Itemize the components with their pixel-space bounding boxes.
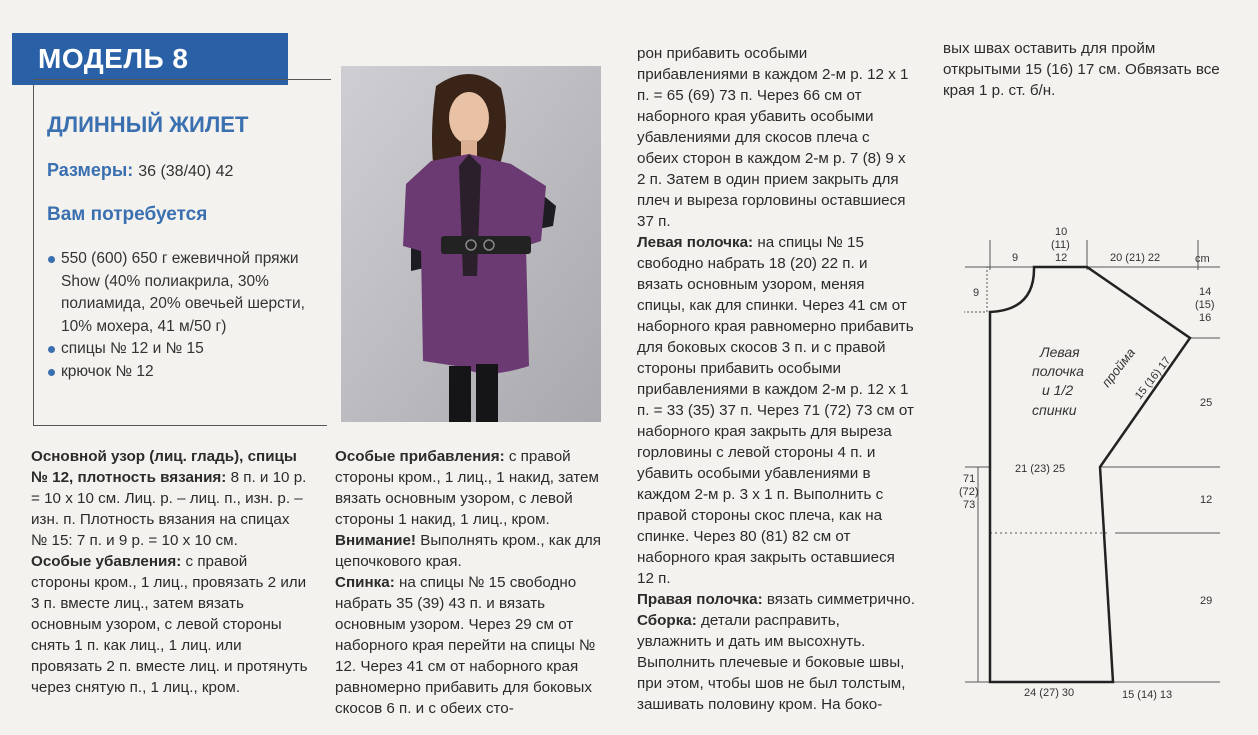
paragraph [335, 530, 611, 572]
paragraph-heading: Левая полочка: [637, 234, 754, 251]
piece-label-4: спинки [1032, 402, 1077, 418]
piece-label-2: полочка [1032, 363, 1084, 379]
header-rule [33, 79, 331, 80]
paragraph-heading: Основной узор (лиц. гладь), спицы № 12, плотность вязания: [31, 448, 297, 486]
list-item: 550 (600) 650 г ежевичной пряжи Show (40% полиакрила, 30% полиамида, 20% овечьей шерсти, 10% мохера, 41 м/50 г) [48, 248, 318, 338]
paragraph-heading: Особые прибавления: [335, 448, 505, 465]
armhole-size-label: 15 (16) 17 [1132, 354, 1174, 402]
paragraph-heading: Сборка: [637, 612, 697, 629]
paragraph-text: вязать симметрично. [762, 591, 915, 608]
paragraph [31, 551, 308, 698]
paragraph-heading: Правая полочка: [637, 591, 763, 608]
armhole-label: пройма [1098, 345, 1139, 390]
paragraph-text: 8 п. и 10 р. = 10 х 10 см. Лиц. р. – лиц. п., изн. р. – изн. п. Плотность вязания на спицах № 15: 7 п. и 9 р. = 10 х 10 см. [31, 469, 307, 549]
sizes-value: 36 (38/40) 42 [138, 163, 234, 180]
paragraph-text: на спицы № 15 свободно набрать 35 (39) 43 п. и вязать основным узором. Через 29 см от наборного края перейти на спицы № 12. Через 41 см от наборного края равномерно прибавить для боковых скосов 6 п. и с обеих сто- [335, 574, 596, 717]
paragraph [637, 610, 915, 715]
piece-label-3: и 1/2 [1042, 382, 1074, 398]
box-bottom-rule [33, 425, 327, 426]
chest-width-label: 21 (23) 25 [1015, 463, 1066, 475]
bottom-width-label: 24 (27) 30 [1024, 687, 1075, 699]
paragraph-text: детали расправить, увлажнить и дать им высохнуть. Выполнить плечевые и боковые швы, при этом, чтобы шов не был толстым, зашивать половину кром. На боко- [637, 612, 906, 713]
model-badge: МОДЕЛЬ 8 [12, 33, 288, 85]
shoulder-width-label: 20 (21) 22 [1110, 252, 1161, 264]
text-column-3 [637, 43, 915, 715]
paragraph-text: с правой стороны кром., 1 лиц., провязать 2 или 3 п. вместе лиц., затем вязать основным узором, с левой стороны снять 1 п. как лиц., 1 лиц. или провязать 2 п. вместе лиц. и протянуть через снятую п., 1 лиц., кром. [31, 553, 308, 696]
shoulder-slope-label-2: (15) [1195, 299, 1215, 311]
unit-label: cm [1195, 253, 1210, 265]
text-column-4 [943, 38, 1223, 101]
paragraph [335, 572, 611, 719]
sizes-label: Размеры: [47, 160, 134, 180]
materials-list [48, 248, 318, 383]
list-item: спицы № 12 и № 15 [48, 338, 318, 361]
text-column-2 [335, 446, 611, 719]
neck-width-label: 9 [1012, 252, 1019, 264]
box-left-rule [33, 85, 34, 426]
model-photo [341, 66, 601, 422]
paragraph-text: рон прибавить особыми прибавлениями в каждом 2-м р. 12 х 1 п. = 65 (69) 73 п. Через 66 см от наборного края убавить особыми убавлениями для скосов плеча с обеих сторон в каждом 2-м р. 7 (8) 9 х 2 п. Затем в один прием закрыть для плеч и выреза горловины оставшиеся 37 п. [637, 45, 909, 230]
shoulder-top-label-2: (11) [1051, 239, 1070, 251]
shoulder-top-label-1: 10 [1055, 226, 1068, 238]
pattern-schematic [940, 220, 1240, 710]
shoulder-slope-label-3: 16 [1199, 312, 1212, 324]
paragraph [637, 589, 915, 610]
paragraph-heading: Спинка: [335, 574, 395, 591]
list-item: крючок № 12 [48, 361, 318, 384]
pattern-title: ДЛИННЫЙ ЖИЛЕТ [47, 112, 249, 137]
total-height-label-2: (72) [959, 486, 979, 498]
bottom-right-label: 15 (14) 13 [1122, 689, 1173, 701]
paragraph [335, 446, 611, 530]
armhole-height-label: 25 [1200, 397, 1213, 409]
vest-photo-illustration [341, 66, 601, 422]
piece-label-1: Левая [1040, 344, 1080, 360]
lower-height-label: 29 [1200, 595, 1213, 607]
total-height-label-1: 71 [963, 473, 976, 485]
paragraph [31, 446, 308, 551]
mid-height-label: 12 [1200, 494, 1213, 506]
shoulder-top-label-3: 12 [1055, 252, 1068, 264]
shoulder-slope-label-1: 14 [1199, 286, 1212, 298]
paragraph-heading: Внимание! [335, 532, 416, 549]
text-column-1 [31, 446, 308, 698]
total-height-label-3: 73 [963, 499, 976, 511]
paragraph-text: на спицы № 15 свободно набрать 18 (20) 22 п. и вязать основным узором, меняя спицы, как для спинки. Через 41 см от наборного края равномерно прибавить для боковых скосов 3 п. и с правой стороны прибавить особыми прибавлениями в каждом 2-м р. 12 х 1 п. = 33 (35) 37 п. Через 71 (72) 73 см от наборного края закрыть для выреза горловины с левой стороны 4 п. и убавить особыми убавлениями в каждом 2-м р. 3 х 1 п. Выполнить с правой стороны скос плеча, как на спинке. Через 80 (81) 82 см от наборного края закрыть оставшиеся 12 п. [637, 234, 914, 587]
sizes-line [47, 160, 233, 181]
paragraph-heading: Особые убавления: [31, 553, 182, 570]
neck-depth-label: 9 [973, 287, 980, 299]
paragraph-text: вых швах оставить для пройм открытыми 15 (16) 17 см. Обвязать все края 1 р. ст. б/н. [943, 40, 1220, 99]
paragraph [637, 232, 915, 589]
paragraph-text: с правой стороны кром., 1 лиц., 1 накид, затем вязать основным узором, с левой стороны 1 накид, 1 лиц., кром. [335, 448, 599, 528]
materials-title: Вам потребуется [47, 204, 208, 225]
paragraph-text: Выполнять кром., как для цепочкового края. [335, 532, 602, 570]
paragraph [943, 38, 1223, 101]
paragraph [637, 43, 915, 232]
